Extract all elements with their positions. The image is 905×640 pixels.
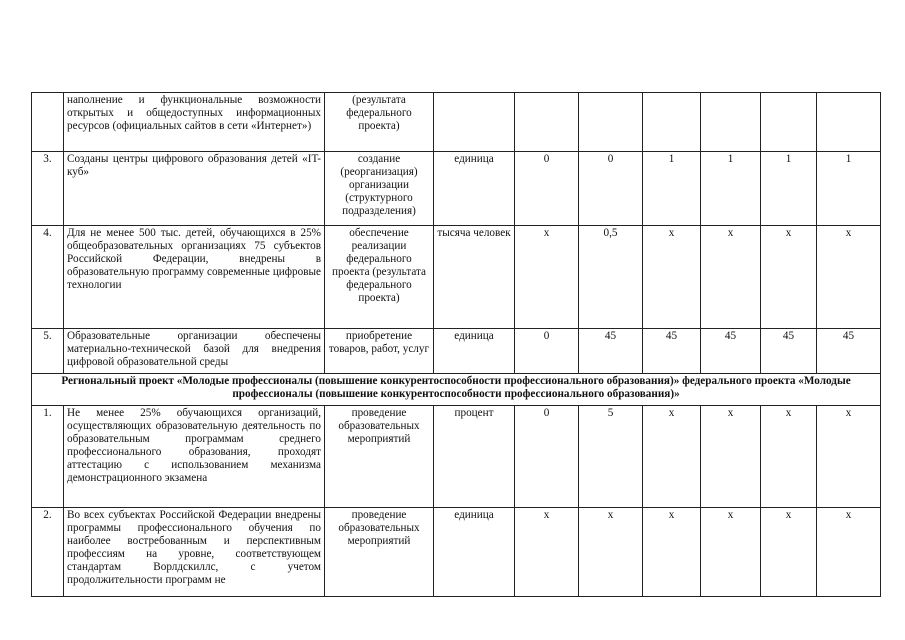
row-action: проведение образовательных мероприятий <box>325 508 434 597</box>
row-value: 45 <box>817 329 881 374</box>
row-value <box>515 93 579 152</box>
row-number <box>32 93 64 152</box>
row-action: приобретение товаров, работ, услуг <box>325 329 434 374</box>
row-action: (результата федерального проекта) <box>325 93 434 152</box>
table-row <box>32 152 881 226</box>
row-value: 0 <box>515 329 579 374</box>
row-action: обеспечение реализации федерального проекта (результата федерального проекта) <box>325 226 434 329</box>
row-action: создание (реорганизация) организации (структурного подразделения) <box>325 152 434 226</box>
row-value: 5 <box>579 406 643 508</box>
row-value: x <box>515 508 579 597</box>
row-value: 45 <box>643 329 701 374</box>
row-value: x <box>817 406 881 508</box>
row-description: Для не менее 500 тыс. детей, обучающихся в 25% общеобразовательных организациях 75 субъектов Российской Федерации, внедрены в образовательную программу современные цифровые технологии <box>64 226 325 329</box>
section-title: Региональный проект «Молодые профессионалы (повышение конкурентоспособности профессионального образования)» федерального проекта «Молодые профессионалы (повышение конкурентоспособности профессионального образования)» <box>32 374 881 406</box>
row-value: x <box>515 226 579 329</box>
row-unit <box>434 93 515 152</box>
row-value: 0 <box>515 406 579 508</box>
table-row <box>32 406 881 508</box>
row-value: x <box>701 508 761 597</box>
row-value: 45 <box>579 329 643 374</box>
row-value <box>643 93 701 152</box>
row-value: 45 <box>701 329 761 374</box>
row-value: x <box>701 226 761 329</box>
row-number: 5. <box>32 329 64 374</box>
row-number: 1. <box>32 406 64 508</box>
row-value <box>817 93 881 152</box>
row-value: x <box>761 508 817 597</box>
row-value: x <box>817 226 881 329</box>
row-value: x <box>643 226 701 329</box>
section-row <box>32 374 881 406</box>
table-row <box>32 226 881 329</box>
row-description: Не менее 25% обучающихся организаций, осуществляющих образовательную деятельность по образовательным программам среднего профессионального образования, проходят аттестацию с использованием механизма демонстрационного экзамена <box>64 406 325 508</box>
plan-table <box>31 92 881 597</box>
row-action: проведение образовательных мероприятий <box>325 406 434 508</box>
table-row <box>32 329 881 374</box>
table-row <box>32 93 881 152</box>
row-number: 3. <box>32 152 64 226</box>
row-value <box>701 93 761 152</box>
row-number: 4. <box>32 226 64 329</box>
row-description: Во всех субъектах Российской Федерации внедрены программы профессионального обучения по наиболее востребованным и перспективным профессиям на уровне, соответствующем стандартам Ворлдскиллс, с учетом продолжительности программ не <box>64 508 325 597</box>
row-unit: единица <box>434 152 515 226</box>
row-value <box>761 93 817 152</box>
row-value: x <box>579 508 643 597</box>
row-value: 0,5 <box>579 226 643 329</box>
row-value: 0 <box>579 152 643 226</box>
row-value <box>579 93 643 152</box>
row-value: 1 <box>643 152 701 226</box>
row-description: наполнение и функциональные возможности открытых и общедоступных информационных ресурсов (официальных сайтов в сети «Интернет») <box>64 93 325 152</box>
row-value: 0 <box>515 152 579 226</box>
row-description: Созданы центры цифрового образования детей «IT-куб» <box>64 152 325 226</box>
row-unit: процент <box>434 406 515 508</box>
row-value: x <box>817 508 881 597</box>
row-unit: тысяча человек <box>434 226 515 329</box>
row-value: 1 <box>817 152 881 226</box>
table-row <box>32 508 881 597</box>
row-number: 2. <box>32 508 64 597</box>
row-unit: единица <box>434 329 515 374</box>
row-value: 1 <box>761 152 817 226</box>
row-value: x <box>761 226 817 329</box>
row-value: 45 <box>761 329 817 374</box>
row-value: x <box>701 406 761 508</box>
row-value: x <box>761 406 817 508</box>
row-value: 1 <box>701 152 761 226</box>
row-description: Образовательные организации обеспечены материально-технической базой для внедрения цифровой образовательной среды <box>64 329 325 374</box>
row-unit: единица <box>434 508 515 597</box>
row-value: x <box>643 508 701 597</box>
row-value: x <box>643 406 701 508</box>
